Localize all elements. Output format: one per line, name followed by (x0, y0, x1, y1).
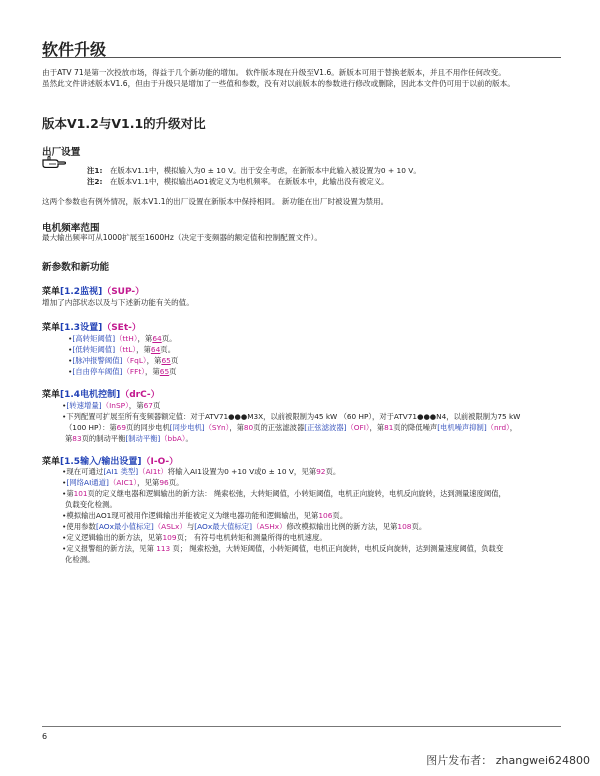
text: 页。 (168, 478, 184, 487)
page-link[interactable]: 80 (243, 423, 254, 432)
text: 页的正弦滤波器 (253, 423, 305, 432)
param-link[interactable]: [电机噪声抑制] (437, 423, 487, 432)
new-params-heading: 新参数和新功能 (42, 262, 110, 273)
page-link[interactable]: 65 (159, 367, 170, 376)
page-link[interactable]: 106 (318, 511, 333, 520)
text: ，见第 (137, 478, 160, 487)
menu-1-4-heading (42, 387, 160, 400)
page-ref-text: ，第 (137, 334, 153, 343)
title-rule (42, 57, 561, 58)
param-code: （nrd） (486, 423, 510, 432)
factory-heading: 出厂设置 (42, 147, 81, 158)
list-item: •定义报警组的新方法，见第 113 页； 绳索松弛，大转矩阈值，小转矩阈值，电机正向旋转，电机反向旋转，达到测量速度阈值，负载变 (62, 544, 504, 553)
menu-1-2-heading (42, 284, 144, 297)
text: 定义逻辑输出的新方法，见第 (66, 533, 163, 542)
factory-exception-text: 这两个参数也有例外情况，版本V1.1的出厂设置在新版本中保持相同。 新功能在出厂时被设置为禁用。 (42, 197, 389, 206)
page-link[interactable]: 108 (397, 522, 412, 531)
text: 第 (66, 489, 74, 498)
param-link[interactable]: [网络AI通道] (66, 478, 109, 487)
text: 将输入AI1设置为0 +10 V或0 ± 10 V，见第 (167, 467, 317, 476)
menu-1-3-code: （SEt-） (102, 323, 141, 333)
note-2-label: 注2: (87, 177, 103, 186)
list-item: •下列配置可扩展至所有变频器额定值：对于ATV71●●●M3X，以前被限制为45 kW （60 HP），对于ATV71●●●N4，以前被限制为75 kW (62, 412, 521, 421)
page-link[interactable]: 101 (73, 489, 88, 498)
text: 页； 绳索松弛，大转矩阈值，小转矩阈值，电机正向旋转，电机反向旋转，达到测量速度阈值，负载变 (170, 544, 504, 553)
param-code: （AIC1） (108, 478, 138, 487)
text: 页的制动平衡 (81, 434, 126, 443)
param-link[interactable]: [自由停车阈值] (72, 367, 123, 376)
text: ，第 (229, 423, 244, 432)
page-title: 软件升级 (42, 40, 107, 59)
param-link[interactable]: [脉冲报警阈值] (72, 356, 123, 365)
param-link[interactable]: [制动平衡] (125, 434, 161, 443)
watermark: 图片发布者： zhangwei624800 (426, 754, 590, 767)
param-link[interactable]: [AOx最小值标定] (95, 522, 154, 531)
page-link[interactable]: 96 (159, 478, 169, 487)
note-1-label: 注1: (87, 166, 103, 175)
page-link[interactable]: 64 (152, 334, 162, 343)
menu-1-3-heading (42, 320, 141, 333)
list-item: •[网络AI通道]（AIC1），见第96页。 (62, 478, 184, 487)
text: ， (509, 423, 518, 432)
param-code: （FFt） (122, 367, 145, 376)
param-code: （SYn） (204, 423, 230, 432)
section-title: 版本V1.2与V1.1的升级对比 (42, 116, 206, 131)
param-code: （AI1t） (138, 467, 168, 476)
menu-1-3-link[interactable]: [1.3设置] (60, 323, 103, 333)
page-link[interactable]: 67 (143, 401, 153, 410)
page-link[interactable]: 92 (316, 467, 326, 476)
motor-heading: 电机频率范围 (42, 223, 100, 234)
param-code: （ASLx） (153, 522, 187, 531)
page-ref-text: ，第 (128, 401, 144, 410)
list-item: •[转速增量]（InSP），第67页 (62, 401, 161, 410)
text: 模拟输出AO1现可被用作逻辑输出并能被定义为继电器功能和逻辑输出，见第 (66, 511, 319, 520)
page-ref-text: ，第 (146, 356, 162, 365)
param-link[interactable]: [AOx最大值标定] (194, 522, 253, 531)
list-item: •使用参数[AOx最小值标定]（ASLx）与[AOx最大值标定]（ASHx）修改模拟输出比例的新方法，见第108页。 (62, 522, 427, 531)
text: 页。 (332, 511, 348, 520)
text: 第 (65, 434, 73, 443)
list-item: •模拟输出AO1现可被用作逻辑输出并能被定义为继电器功能和逻辑输出，见第106页。 (62, 511, 348, 520)
text: ，第 (369, 423, 385, 432)
param-link[interactable]: [正弦滤波器] (304, 423, 347, 432)
param-code: （InSP） (101, 401, 129, 410)
page-ref-end: 页 (153, 401, 161, 410)
list-item: •定义逻辑输出的新方法，见第109页； 有符号电机转矩和测量所得的电机速度。 (62, 533, 327, 542)
menu-prefix: 菜单 (42, 287, 61, 297)
list-item: •[自由停车阈值]（FFt），第65页 (68, 367, 177, 376)
intro-line-1: 由于ATV 71是第一次投放市场，得益于几个新功能的增加。 软件版本现在升级至V1.6。新版本可用于替换老版本，并且不用作任何改变。 (42, 68, 506, 77)
menu-1-2-code: （SUP-） (102, 287, 145, 297)
param-code: （bbA） (160, 434, 186, 443)
intro-line-2: 虽然此文件讲述版本V1.6，但由于升级只是增加了一些值和参数，没有对以前版本的参数进行修改或删除，因此本文件仍可用于以前的版本。 (42, 79, 515, 88)
page-link[interactable]: 81 (384, 423, 394, 432)
menu-prefix: 菜单 (42, 457, 61, 467)
text: （100 HP）：第 (65, 423, 117, 432)
menu-1-5-link[interactable]: [1.5输入/输出设置] (60, 457, 142, 467)
menu-prefix: 菜单 (42, 323, 61, 333)
list-item-continued (65, 433, 193, 444)
text: 定义报警组的新方法，见第 (66, 544, 157, 553)
page-ref-text: ，第 (144, 367, 160, 376)
page-link[interactable]: 65 (161, 356, 171, 365)
menu-1-4-link[interactable]: [1.4电机控制] (60, 390, 121, 400)
param-code: （OFI） (346, 423, 370, 432)
text: 。 (185, 434, 193, 443)
note-2-text: 在版本V1.1中，模拟输出AO1被定义为电机频率。 在新版本中，此输出没有被定义。 (110, 177, 389, 186)
page-ref-end: 页。 (161, 334, 177, 343)
page-link[interactable]: 64 (150, 345, 161, 354)
footer-rule (42, 726, 561, 727)
motor-text: 最大输出频率可从1000扩展至1600Hz（决定于变频器的额定值和控制配置文件）。 (42, 233, 322, 242)
text: 页。 (325, 467, 341, 476)
text: 页； 有符号电机转矩和测量所得的电机速度。 (176, 533, 327, 542)
list-item: •[高转矩阈值]（ttH），第64页。 (68, 334, 177, 343)
list-item: •[低转矩阈值]（ttL），第64页。 (68, 345, 176, 354)
param-link[interactable]: [转速增量] (66, 401, 102, 410)
param-link[interactable]: [高转矩阈值] (72, 334, 116, 343)
param-code: （FqL） (122, 356, 147, 365)
menu-prefix: 菜单 (42, 390, 61, 400)
param-link[interactable]: [低转矩阈值] (72, 345, 116, 354)
list-item-continued: 负载变化检测。 (65, 500, 117, 509)
menu-1-5-code: （I-O-） (141, 457, 179, 467)
menu-1-2-text: 增加了内部状态以及与下述新功能有关的值。 (42, 298, 194, 307)
page-link[interactable]: 113 (156, 544, 171, 553)
param-code: （ttL） (115, 345, 137, 354)
param-code: （ttH） (115, 334, 138, 343)
text: 修改模拟输出比例的新方法，见第 (286, 522, 398, 531)
text: 页。 (411, 522, 427, 531)
page-number: 6 (42, 732, 48, 741)
list-item: •[脉冲报警阈值]（FqL），第65页 (68, 356, 179, 365)
page-link[interactable]: 69 (116, 423, 126, 432)
text: 页的同步电机 (125, 423, 170, 432)
page-link[interactable]: 109 (162, 533, 177, 542)
text: 使用参数 (66, 522, 96, 531)
pointing-hand-icon (42, 156, 66, 168)
note-1-text: 在版本V1.1中，模拟输入为0 ± 10 V。出于安全考虑，在新版本中此输入被设置为0 + 10 V。 (110, 166, 421, 175)
page-ref-end: 页 (170, 356, 179, 365)
page-ref-end: 页 (169, 367, 177, 376)
menu-1-4-code: （drC-） (120, 390, 160, 400)
menu-1-2-link[interactable]: [1.2监视] (60, 287, 103, 297)
list-item: •现在可通过[AI1 类型]（AI1t）将输入AI1设置为0 +10 V或0 ± 10 V，见第92页。 (62, 467, 341, 476)
param-code: （ASHx） (252, 522, 287, 531)
text: 与 (186, 522, 195, 531)
config-text: 下列配置可扩展至所有变频器额定值：对于ATV71●●●M3X，以前被限制为45 kW （60 HP），对于ATV71●●●N4，以前被限制为75 kW (66, 412, 521, 421)
param-link[interactable]: [同步电机] (169, 423, 205, 432)
list-item-continued (65, 422, 517, 433)
text: 页的降低噪声 (393, 423, 438, 432)
param-link[interactable]: [AI1 类型] (103, 467, 139, 476)
list-item-continued: 化检测。 (65, 555, 95, 564)
list-item: •第101页的定义继电器和逻辑输出的新方法： 绳索松弛，大转矩阈值，小转矩阈值，电机正向旋转，电机反向旋转，达到测量速度阈值， (62, 489, 506, 498)
page-link[interactable]: 83 (72, 434, 82, 443)
text: 页的定义继电器和逻辑输出的新方法： 绳索松弛，大转矩阈值，小转矩阈值，电机正向旋转，电机反向旋转，达到测量速度阈值， (87, 489, 506, 498)
page-ref-end: 页。 (160, 345, 176, 354)
text: 现在可通过 (66, 467, 104, 476)
page-ref-text: ，第 (136, 345, 151, 354)
